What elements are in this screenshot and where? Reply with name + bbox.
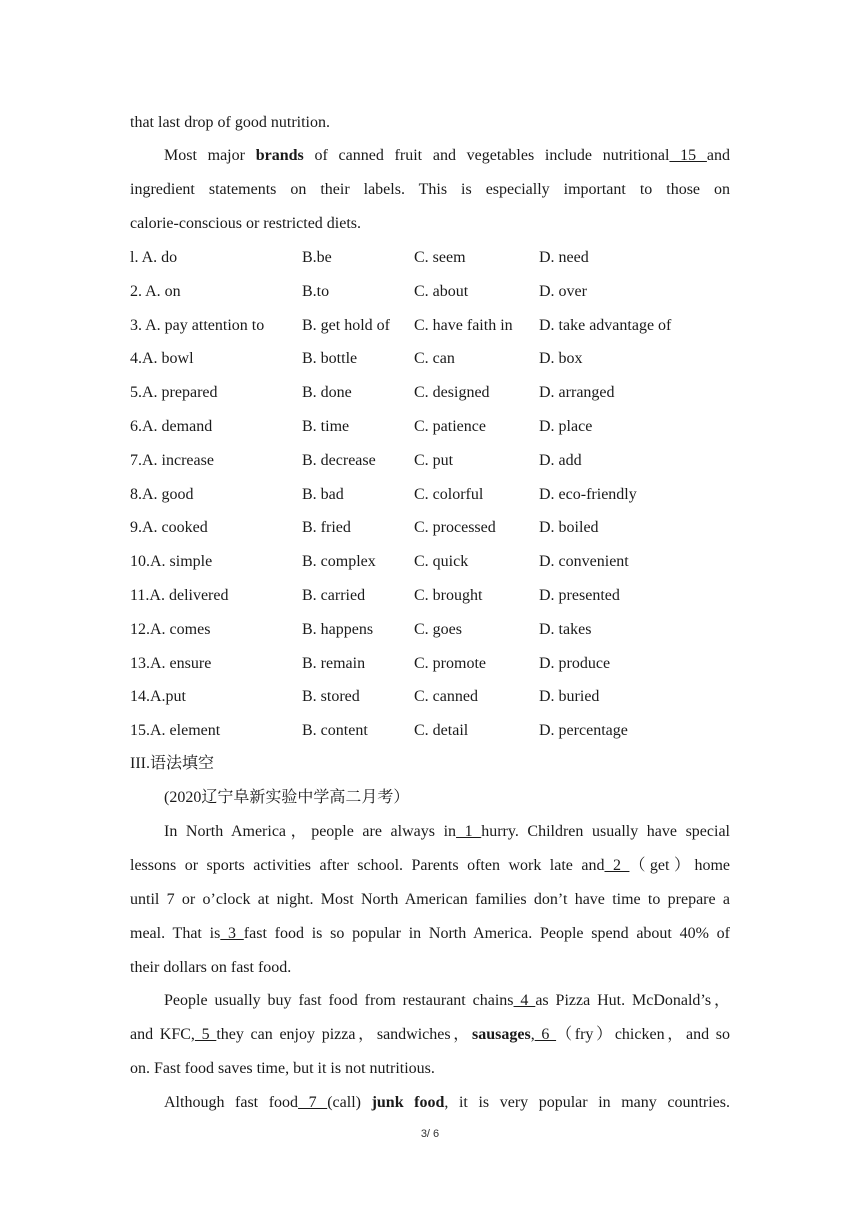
option-c: C. colorful bbox=[414, 485, 484, 503]
blank-5: 5 bbox=[194, 1026, 217, 1043]
text: Most major bbox=[164, 147, 256, 164]
option-b: B. happens bbox=[302, 620, 374, 638]
option-c: C. detail bbox=[414, 722, 469, 740]
option-c: C. brought bbox=[414, 587, 483, 604]
option-b: B.to bbox=[302, 282, 330, 300]
option-c: C. quick bbox=[414, 553, 469, 571]
option-b: B.be bbox=[302, 249, 332, 266]
passage-line bbox=[130, 180, 730, 200]
text: ingredient statements on their labels. This is especially important to those on bbox=[130, 181, 730, 198]
option-d: D. add bbox=[539, 451, 582, 469]
passage-line bbox=[130, 958, 730, 978]
text: and bbox=[706, 147, 730, 164]
passage-line bbox=[164, 146, 730, 166]
passage-line bbox=[130, 1025, 730, 1045]
blank-1: 1 bbox=[456, 823, 482, 840]
option-a: 11.A. delivered bbox=[130, 587, 229, 604]
option-a: 10.A. simple bbox=[130, 553, 213, 571]
option-a: l. A. do bbox=[130, 249, 178, 266]
blank-15: 15 bbox=[669, 147, 707, 164]
text: that last drop of good nutrition. bbox=[130, 114, 330, 131]
option-b: B. decrease bbox=[302, 451, 376, 469]
bold-word: sausages bbox=[472, 1026, 531, 1043]
option-c: C. about bbox=[414, 282, 469, 300]
text: Although fast food bbox=[164, 1094, 299, 1111]
option-a: 5.A. prepared bbox=[130, 384, 218, 402]
source-note bbox=[164, 788, 764, 808]
option-a: 3. A. pay attention to bbox=[130, 316, 265, 334]
text: lessons or sports activities after school. Parents often work late and bbox=[130, 857, 605, 874]
text: （fry）chicken，and so bbox=[556, 1026, 730, 1043]
passage-line bbox=[130, 214, 730, 234]
heading-text: III.语法填空 bbox=[130, 755, 214, 772]
option-b: B. content bbox=[302, 722, 368, 740]
option-d: D. arranged bbox=[539, 384, 615, 402]
option-a: 2. A. on bbox=[130, 282, 181, 300]
option-d: D. box bbox=[539, 350, 583, 368]
option-c: C. designed bbox=[414, 384, 490, 402]
option-d: D. need bbox=[539, 249, 589, 266]
passage-line bbox=[164, 1093, 730, 1113]
section-heading bbox=[130, 754, 730, 774]
option-c: C. have faith in bbox=[414, 316, 513, 334]
passage-line bbox=[164, 991, 730, 1011]
text: fast food is so popular in North America. People spend about 40% of bbox=[243, 925, 731, 942]
text: In North America，people are always in bbox=[164, 823, 457, 840]
bold-word: brands bbox=[255, 147, 304, 164]
option-a: 8.A. good bbox=[130, 485, 194, 503]
passage-line bbox=[130, 856, 730, 876]
passage-line bbox=[130, 1059, 730, 1079]
option-d: D. eco-friendly bbox=[539, 485, 637, 503]
option-row bbox=[130, 552, 730, 574]
option-row bbox=[130, 316, 730, 338]
blank-4: 4 bbox=[513, 992, 536, 1009]
text: （get）home bbox=[629, 857, 730, 874]
option-d: D. place bbox=[539, 418, 593, 435]
passage-line bbox=[130, 890, 730, 910]
option-d: D. presented bbox=[539, 587, 620, 604]
option-c: C. seem bbox=[414, 249, 466, 266]
text: calorie-conscious or restricted diets. bbox=[130, 215, 362, 232]
passage-line bbox=[130, 924, 730, 944]
blank-2: 2 bbox=[604, 857, 630, 874]
bold-word: junk food bbox=[371, 1094, 445, 1111]
option-c: C. promote bbox=[414, 654, 486, 672]
text: meal. That is bbox=[130, 925, 221, 942]
text: , bbox=[530, 1026, 535, 1043]
option-a: 6.A. demand bbox=[130, 418, 213, 435]
text: , it is very popular in many countries. bbox=[444, 1094, 731, 1111]
text: and KFC, bbox=[130, 1026, 195, 1043]
option-b: B. fried bbox=[302, 519, 351, 537]
blank-6: 6 bbox=[534, 1026, 557, 1043]
option-c: C. canned bbox=[414, 688, 478, 706]
text: as Pizza Hut. McDonald’s， bbox=[535, 992, 730, 1009]
option-row bbox=[130, 485, 730, 507]
blank-7: 7 bbox=[298, 1094, 328, 1111]
option-d: D. produce bbox=[539, 654, 611, 672]
option-row bbox=[130, 248, 730, 270]
option-c: C. patience bbox=[414, 418, 486, 435]
option-d: D. takes bbox=[539, 620, 592, 638]
text: on. Fast food saves time, but it is not nutritious. bbox=[130, 1060, 435, 1077]
option-a: 12.A. comes bbox=[130, 620, 211, 638]
option-b: B. complex bbox=[302, 553, 376, 571]
option-d: D. buried bbox=[539, 688, 600, 706]
option-row bbox=[130, 721, 730, 743]
option-b: B. get hold of bbox=[302, 316, 390, 334]
option-d: D. percentage bbox=[539, 722, 628, 740]
text: until 7 or o’clock at night. Most North American families don’t have time to prepare a bbox=[130, 891, 730, 908]
option-c: C. goes bbox=[414, 620, 462, 638]
passage-line bbox=[130, 113, 730, 133]
option-a: 15.A. element bbox=[130, 722, 221, 740]
option-a: 13.A. ensure bbox=[130, 654, 212, 672]
text: (call) bbox=[327, 1094, 372, 1111]
passage-line bbox=[164, 822, 730, 842]
option-b: B. bottle bbox=[302, 350, 358, 368]
option-row bbox=[130, 654, 730, 676]
blank-3: 3 bbox=[220, 925, 244, 942]
text: People usually buy fast food from restaurant chains bbox=[164, 992, 514, 1009]
option-a: 14.A.put bbox=[130, 688, 186, 706]
page-number: 3/ 6 bbox=[420, 1128, 440, 1140]
option-a: 9.A. cooked bbox=[130, 519, 208, 537]
text: hurry. Children usually have special bbox=[481, 823, 731, 840]
option-b: B. remain bbox=[302, 654, 366, 672]
option-row bbox=[130, 349, 730, 371]
option-c: C. put bbox=[414, 451, 454, 469]
option-d: D. boiled bbox=[539, 519, 599, 537]
option-a: 4.A. bowl bbox=[130, 350, 194, 368]
option-d: D. convenient bbox=[539, 553, 629, 571]
option-d: D. over bbox=[539, 282, 587, 300]
text: of canned fruit and vegetables include nutritional bbox=[303, 147, 670, 164]
text: their dollars on fast food. bbox=[130, 959, 292, 976]
option-row bbox=[130, 383, 730, 405]
option-row bbox=[130, 586, 730, 608]
option-c: C. can bbox=[414, 350, 455, 368]
option-b: B. bad bbox=[302, 485, 344, 503]
option-row bbox=[130, 282, 730, 304]
option-row bbox=[130, 417, 730, 439]
option-b: B. time bbox=[302, 418, 350, 435]
option-b: B. stored bbox=[302, 688, 360, 706]
option-d: D. take advantage of bbox=[539, 316, 672, 334]
option-c: C. processed bbox=[414, 519, 496, 537]
option-row bbox=[130, 687, 730, 709]
option-row bbox=[130, 518, 730, 540]
text: (2020辽宁阜新实验中学高二月考） bbox=[164, 789, 410, 806]
text: they can enjoy pizza，sandwiches， bbox=[216, 1026, 472, 1043]
option-a: 7.A. increase bbox=[130, 451, 214, 469]
option-row bbox=[130, 620, 730, 642]
option-row bbox=[130, 451, 730, 473]
option-b: B. done bbox=[302, 384, 352, 402]
option-b: B. carried bbox=[302, 587, 366, 604]
